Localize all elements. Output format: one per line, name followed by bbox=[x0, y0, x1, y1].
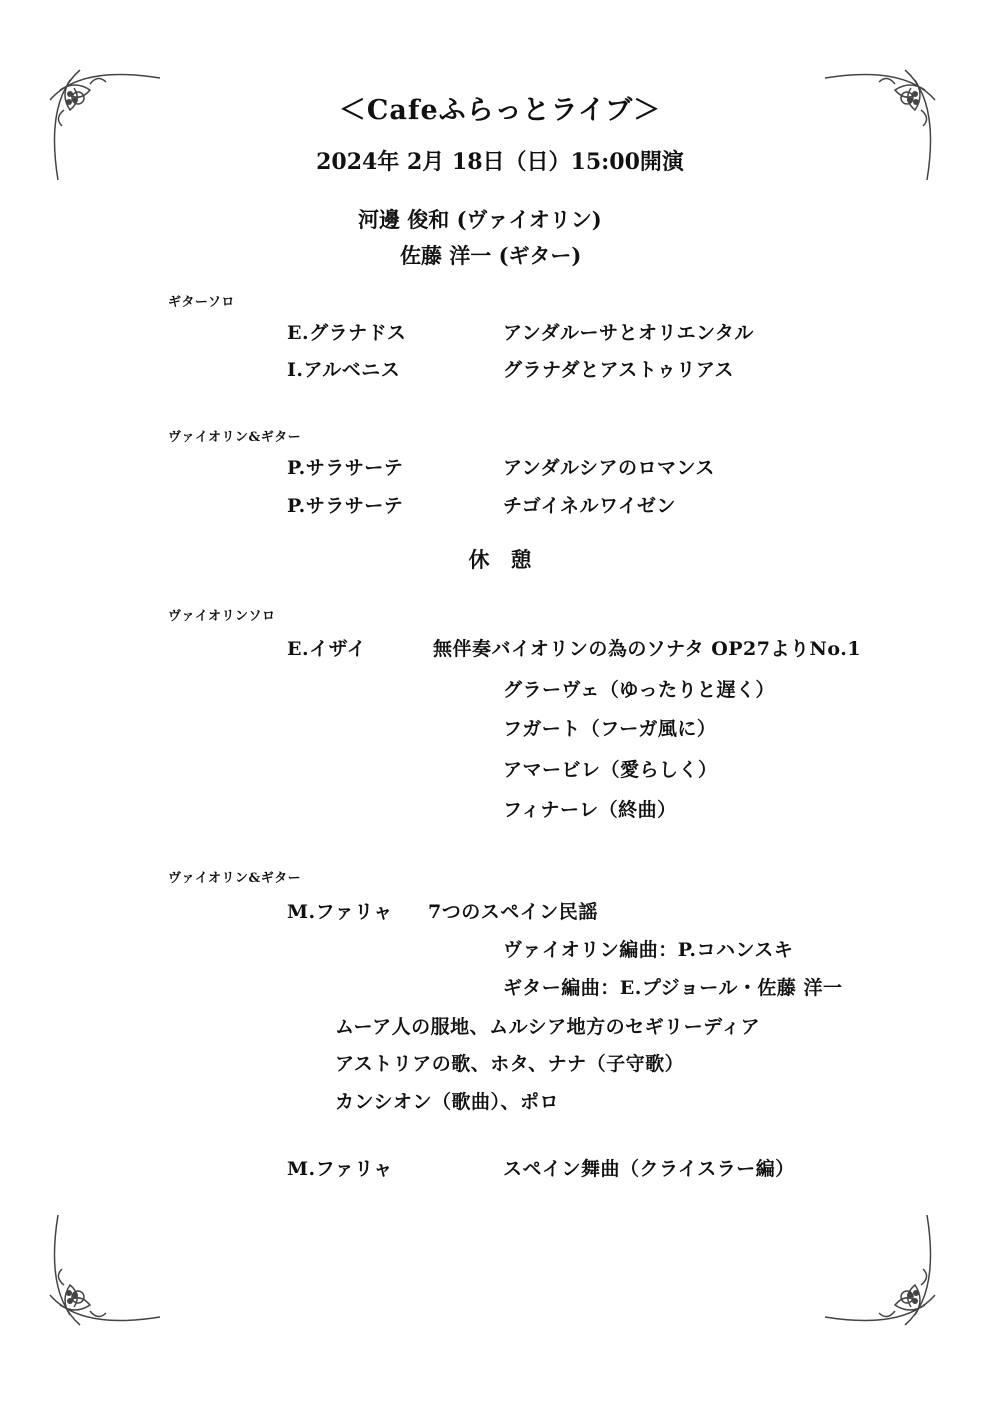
page-title: ＜Cafeふらっとライブ＞ bbox=[338, 95, 662, 126]
corner-ornament-bottom-left-icon bbox=[40, 1205, 170, 1335]
piece-title: スペイン舞曲（クライスラー編） bbox=[503, 1158, 795, 1180]
section-violin-guitar: ヴァイオリン&ギター bbox=[168, 871, 302, 886]
movement: フィナーレ（終曲） bbox=[503, 799, 677, 821]
piece-title: グラナダとアストゥリアス bbox=[503, 359, 735, 381]
movement: グラーヴェ（ゆったりと遅く） bbox=[503, 679, 776, 701]
composer: I.アルベニス bbox=[287, 359, 401, 381]
composer: P.サラサーテ bbox=[287, 457, 404, 479]
song-list-line: ムーア人の服地、ムルシア地方のセギリーディア bbox=[335, 1016, 761, 1038]
movement: アマービレ（愛らしく） bbox=[503, 759, 718, 781]
section-violin-solo: ヴァイオリンソロ bbox=[168, 609, 276, 624]
arranger-credit: ギター編曲：E.プジョール・佐藤 洋一 bbox=[503, 977, 843, 999]
corner-ornament-bottom-right-icon bbox=[815, 1205, 945, 1335]
performer-violin: 河邊 俊和 (ヴァイオリン) bbox=[358, 207, 602, 232]
performer-guitar: 佐藤 洋一 (ギター) bbox=[400, 243, 582, 268]
composer: P.サラサーテ bbox=[287, 495, 404, 517]
section-violin-guitar: ヴァイオリン&ギター bbox=[168, 430, 302, 445]
piece-title: アンダルーサとオリエンタル bbox=[503, 322, 754, 344]
composer: M.ファリャ bbox=[287, 901, 393, 923]
movement: フガート（フーガ風に） bbox=[503, 718, 717, 740]
concert-date: 2024年 2月 18日（日）15:00開演 bbox=[316, 149, 684, 175]
song-list-line: カンシオン（歌曲）、ポロ bbox=[335, 1091, 560, 1113]
composer: E.イザイ bbox=[287, 638, 367, 660]
piece-title: チゴイネルワイゼン bbox=[503, 495, 676, 517]
piece-title: アンダルシアのロマンス bbox=[503, 457, 715, 479]
section-guitar-solo: ギターソロ bbox=[168, 295, 235, 310]
composer: E.グラナドス bbox=[287, 322, 407, 344]
song-list-line: アストリアの歌、ホタ、ナナ（子守歌） bbox=[335, 1053, 685, 1075]
work-title: 7つのスペイン民謡 bbox=[428, 901, 598, 923]
intermission: 休 憩 bbox=[468, 547, 532, 572]
arranger-credit: ヴァイオリン編曲：P.コハンスキ bbox=[503, 939, 794, 961]
composer: M.ファリャ bbox=[287, 1158, 393, 1180]
work-title: 無伴奏バイオリンの為のソナタ OP27よりNo.1 bbox=[433, 638, 862, 660]
